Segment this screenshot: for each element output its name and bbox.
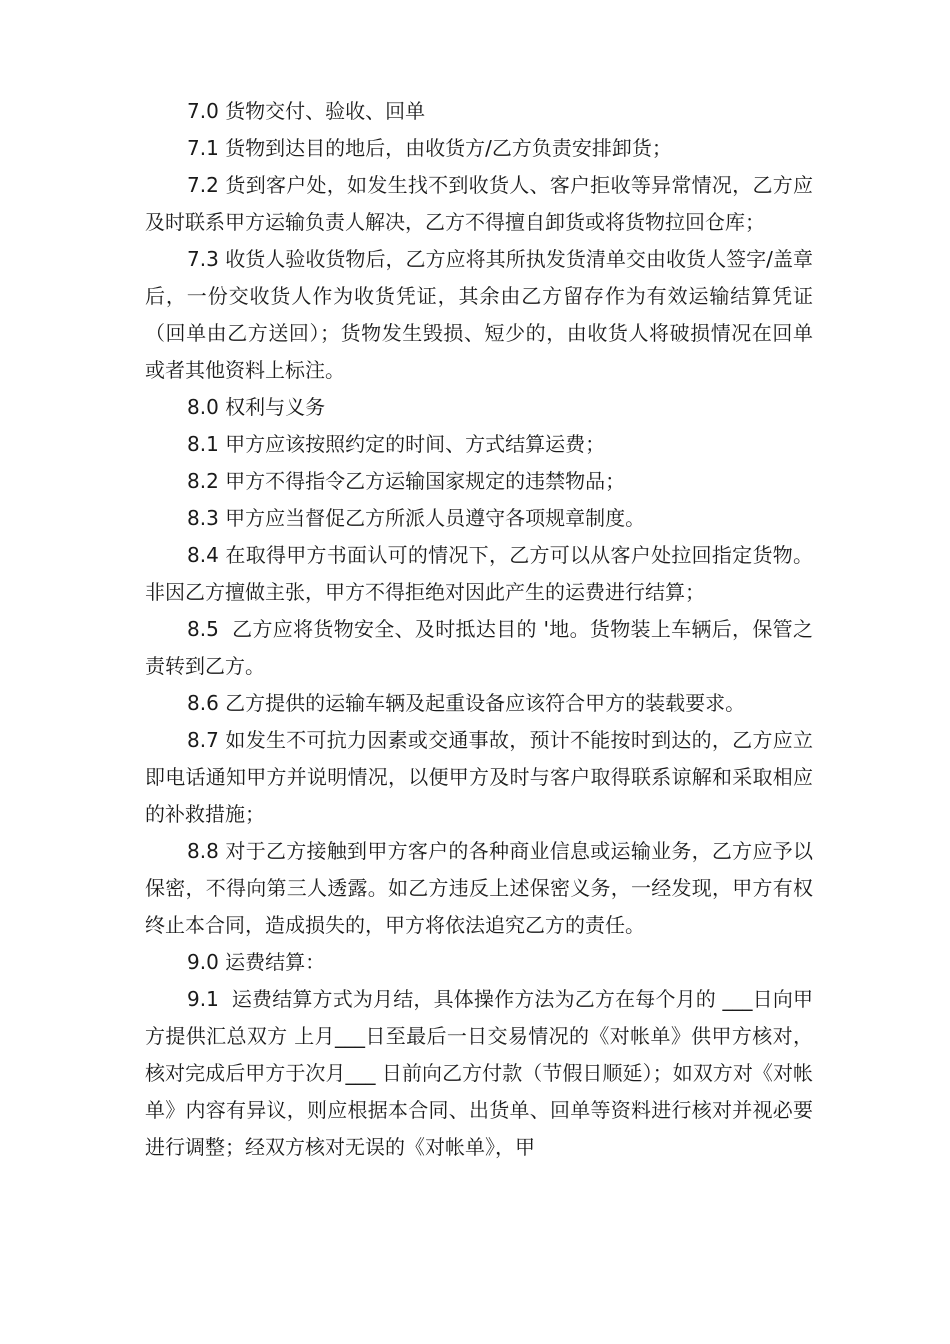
clause-8-2: 8.2 甲方不得指令乙方运输国家规定的违禁物品； [187,469,626,493]
heading-9-0: 9.0 运费结算： [187,950,326,974]
clause-8-8: 8.8 对于乙方接触到甲方客户的各种商业信息或运输业务，乙方应予以保密，不得向第三人透露。如乙方违反上述保密义务，一经发现，甲方有权终止本合同，造成损失的，甲方将依法追究乙方的责任。 [145,839,813,937]
clause-8-1: 8.1 甲方应该按照约定的时间、方式结算运费； [187,432,606,456]
clause-8-4: 8.4 在取得甲方书面认可的情况下，乙方可以从客户处拉回指定货物。非因乙方擅做主张，甲方不得拒绝对因此产生的运费进行结算； [145,543,813,604]
clause-8-5: 8.5 乙方应将货物安全、及时抵达目的 '地。货物装上车辆后，保管之责转到乙方。 [145,617,813,678]
clause-7-2: 7.2 货到客户处，如发生找不到收货人、客户拒收等异常情况，乙方应及时联系甲方运输负责人解决，乙方不得擅自卸货或将货物拉回仓库； [145,173,813,234]
heading-7-0: 7.0 货物交付、验收、回单 [187,99,426,123]
heading-8-0: 8.0 权利与义务 [187,395,326,419]
clause-7-3: 7.3 收货人验收货物后，乙方应将其所执发货清单交由收货人签字/盖章后，一份交收货人作为收货凭证，其余由乙方留存作为有效运输结算凭证（回单由乙方送回）；货物发生毁损、短少的，由收货人将破损情况在回单或者其他资料上标注。 [145,247,813,382]
document-body [145,93,813,1166]
clause-9-1: 9.1 运费结算方式为月结，具体操作方法为乙方在每个月的 ___日向甲方提供汇总双方 上月___日至最后一日交易情况的《对帐单》供甲方核对，核对完成后甲方于次月___ 日前向乙方付款（节假日顺延）；如双方对《对帐单》内容有异议，则应根据本合同、出货单、回单等资料进行核对并视必要进行调整；经双方核对无误的《对帐单》，甲 [145,987,813,1159]
clause-8-6: 8.6 乙方提供的运输车辆及起重设备应该符合甲方的装载要求。 [187,691,746,715]
clause-8-3: 8.3 甲方应当督促乙方所派人员遵守各项规章制度。 [187,506,646,530]
clause-7-1: 7.1 货物到达目的地后，由收货方/乙方负责安排卸货； [187,136,672,160]
clause-8-7: 8.7 如发生不可抗力因素或交通事故，预计不能按时到达的，乙方应立即电话通知甲方并说明情况，以便甲方及时与客户取得联系谅解和采取相应的补救措施； [145,728,813,826]
